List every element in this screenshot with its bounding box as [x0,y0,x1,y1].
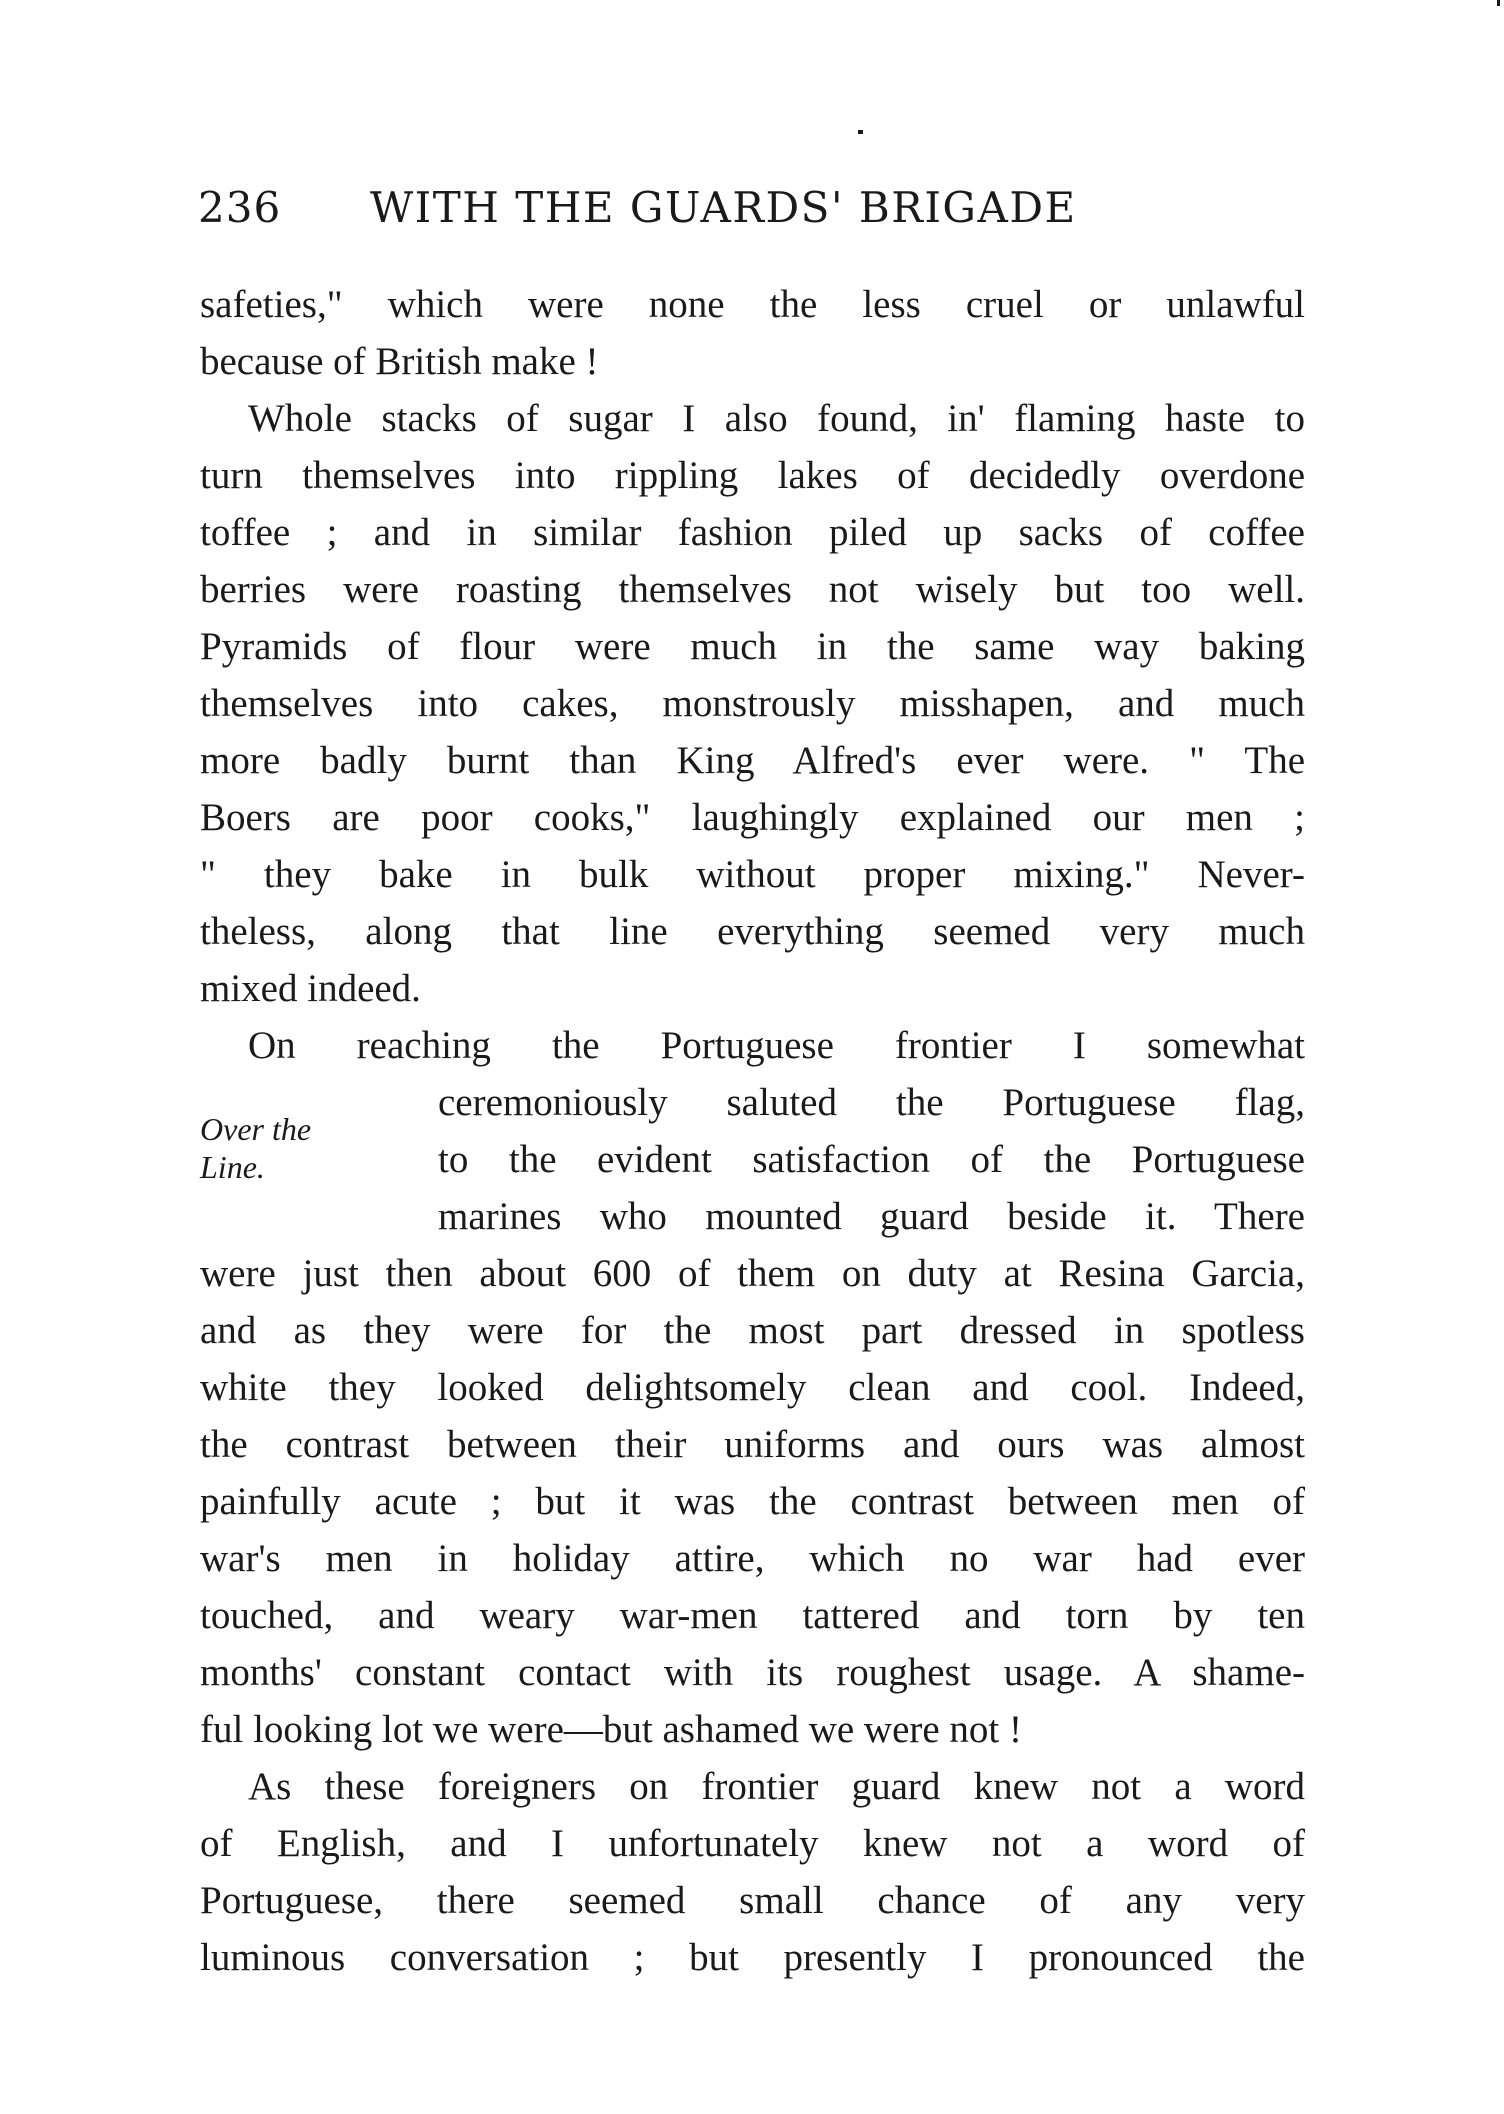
text-line: berries were roasting themselves not wisely but too well. [200,568,1305,611]
edge-mark [1497,0,1500,6]
text-line: white they looked delightsomely clean and cool. Indeed, [200,1366,1305,1409]
running-title: WITH THE GUARDS' BRIGADE [370,183,1077,232]
text-line: Pyramids of flour were much in the same way baking [200,625,1305,668]
margin-note-line: Line. [200,1149,265,1185]
text-line: marines who mounted guard beside it. There [438,1195,1305,1238]
page-number: 236 [198,183,282,232]
text-line: turn themselves into rippling lakes of decidedly overdone [200,454,1305,497]
text-line: ceremoniously saluted the Portuguese flag, [438,1081,1305,1124]
text-line: themselves into cakes, monstrously misshapen, and much [200,682,1305,725]
text-line: months' constant contact with its roughest usage. A shame- [200,1651,1305,1694]
margin-note [200,1110,410,1186]
text-line: Boers are poor cooks," laughingly explained our men ; [200,796,1305,839]
text-line: touched, and weary war-men tattered and torn by ten [200,1594,1305,1637]
text-line: the contrast between their uniforms and ours was almost [200,1423,1305,1466]
text-line: ful looking lot we were—but ashamed we were not ! [200,1708,1023,1751]
text-line: because of British make ! [200,340,599,383]
text-line: theless, along that line everything seemed very much [200,910,1305,953]
printing-speck [858,130,863,134]
text-line: were just then about 600 of them on duty at Resina Garcia, [200,1252,1305,1295]
text-line: to the evident satisfaction of the Portuguese [438,1138,1305,1181]
text-line: " they bake in bulk without proper mixing." Never- [200,853,1305,896]
page-header [198,178,1298,238]
text-line: of English, and I unfortunately knew not a word of [200,1822,1305,1865]
text-line: painfully acute ; but it was the contrast between men of [200,1480,1305,1523]
text-line: and as they were for the most part dressed in spotless [200,1309,1305,1352]
text-line: toffee ; and in similar fashion piled up sacks of coffee [200,511,1305,554]
text-line: Portuguese, there seemed small chance of any very [200,1879,1305,1922]
text-line: safeties," which were none the less cruel or unlawful [200,283,1305,326]
margin-note-line: Over the [200,1111,312,1147]
text-line: more badly burnt than King Alfred's ever were. " The [200,739,1305,782]
text-line: luminous conversation ; but presently I pronounced the [200,1936,1305,1979]
text-line: mixed indeed. [200,967,421,1010]
text-line: On reaching the Portuguese frontier I somewhat [248,1024,1305,1067]
text-line: As these foreigners on frontier guard knew not a word [248,1765,1305,1808]
text-line: war's men in holiday attire, which no war had ever [200,1537,1305,1580]
text-line: Whole stacks of sugar I also found, in' flaming haste to [248,397,1305,440]
